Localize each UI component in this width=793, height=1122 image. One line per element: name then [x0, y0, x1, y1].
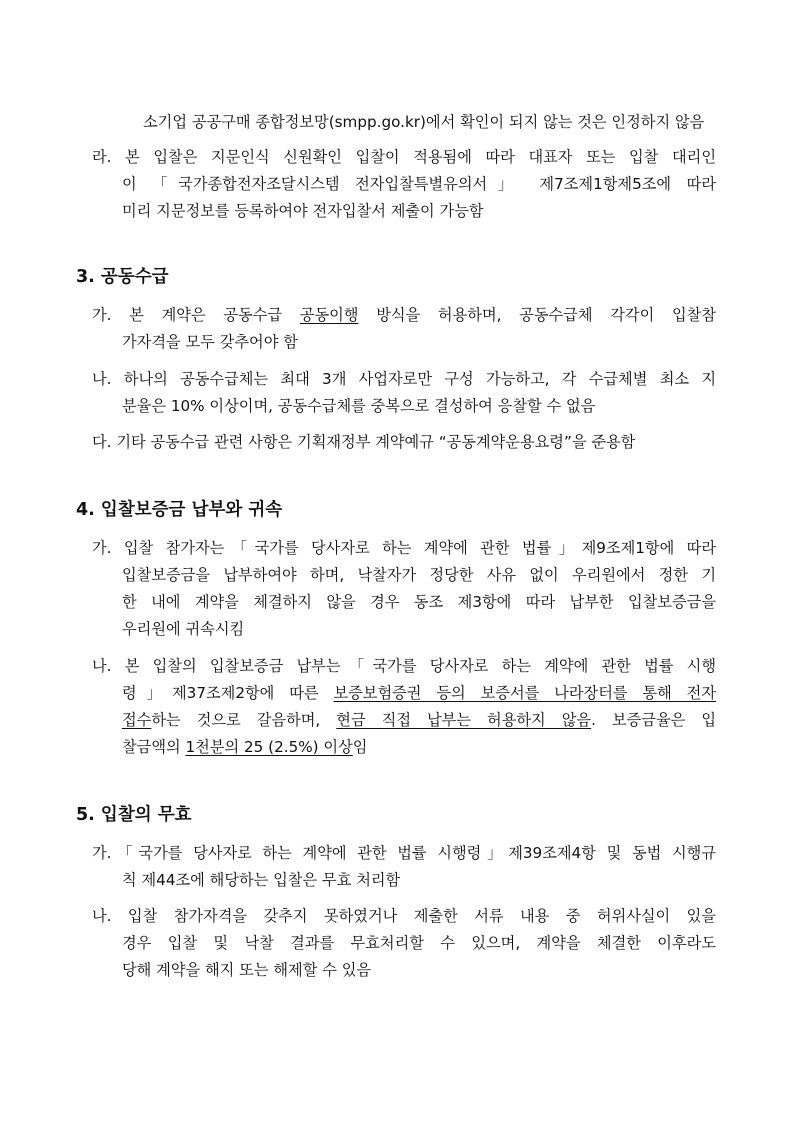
section-4-item-na-line-3: 접수하는 것으로 갈음하며, 현금 직접 납부는 허용하지 않음. 보증금율은 입: [122, 711, 716, 729]
item-ra-line-2: 이 「국가종합전자조달시스템 전자입찰특별유의서」 제7조제1항제5조에 따라: [122, 175, 716, 193]
section-5-heading: 5. 입찰의 무효: [76, 805, 192, 825]
underlined-rate: 1천분의 25 (2.5%) 이상: [185, 738, 353, 756]
section-4-item-na-line-4: 찰금액의 1천분의 25 (2.5%) 이상임: [122, 738, 368, 756]
section-4-item-ga-line-1: 가. 입찰 참가자는「국가를 당사자로 하는 계약에 관한 법률」제9조제1항에 따라: [92, 539, 716, 557]
section-3-item-ga-line-1: 가. 본 계약은 공동수급 공동이행 방식을 허용하며, 공동수급체 각각이 입찰참: [92, 306, 717, 324]
section-4-item-ga-line-3: 한 내에 계약을 체결하지 않을 경우 동조 제3항에 따라 납부한 입찰보증금을: [122, 593, 716, 611]
underlined-no-cash: 현금 직접 납부는 허용하지 않음: [336, 711, 592, 729]
section-3-item-da-line-1: 다. 기타 공동수급 관련 사항은 기획재정부 계약예규 “공동계약운용요령”을 준용함: [92, 433, 636, 451]
section-3-item-na-line-2: 분율은 10% 이상이며, 공동수급체를 중복으로 결성하여 응찰할 수 없음: [122, 397, 596, 415]
section-5-item-ga-line-2: 칙 제44조에 해당하는 입찰은 무효 처리함: [122, 871, 401, 889]
underlined-receipt: 접수: [122, 711, 152, 729]
underlined-guarantee-insurance: 보증보험증권 등의 보증서를 나라장터를 통해 전자: [333, 684, 716, 702]
section-5-item-ga-line-1: 가.「국가를 당사자로 하는 계약에 관한 법률 시행령」제39조제4항 및 동법 시행규: [92, 844, 716, 862]
section-3-heading: 3. 공동수급: [76, 267, 169, 287]
section-4-heading: 4. 입찰보증금 납부와 귀속: [76, 500, 283, 520]
section-5-item-na-line-3: 당해 계약을 해지 또는 해제할 수 있음: [122, 961, 372, 979]
section-5-item-na-line-1: 나. 입찰 참가자격을 갖추지 못하였거나 제출한 서류 내용 중 허위사실이 있을: [92, 907, 716, 925]
section-3-item-ga-line-2: 가자격을 모두 갖추어야 함: [122, 333, 298, 351]
item-ra-line-3: 미리 지문정보를 등록하여야 전자입찰서 제출이 가능함: [122, 202, 484, 220]
section-4-item-na-line-2: 령」제37조제2항에 따른 보증보험증권 등의 보증서를 나라장터를 통해 전자: [122, 684, 716, 702]
section-4-item-ga-line-4: 우리원에 귀속시킴: [122, 620, 245, 638]
section-5-item-na-line-2: 경우 입찰 및 낙찰 결과를 무효처리할 수 있으며, 계약을 체결한 이후라도: [122, 934, 716, 952]
section-3-item-na-line-1: 나. 하나의 공동수급체는 최대 3개 사업자로만 구성 가능하고, 각 수급체별 최소 지: [92, 370, 716, 388]
intro-continuation: 소기업 공공구매 종합정보망(smpp.go.kr)에서 확인이 되지 않는 것은 인정하지 않음: [143, 113, 705, 131]
underlined-joint-execution: 공동이행: [299, 306, 359, 324]
section-4-item-ga-line-2: 입찰보증금을 납부하여야 하며, 낙찰자가 정당한 사유 없이 우리원에서 정한 기: [122, 566, 716, 584]
item-ra-line-1: 라. 본 입찰은 지문인식 신원확인 입찰이 적용됨에 따라 대표자 또는 입찰 대리인: [92, 148, 716, 166]
section-4-item-na-line-1: 나. 본 입찰의 입찰보증금 납부는「국가를 당사자로 하는 계약에 관한 법률 시행: [92, 657, 716, 675]
